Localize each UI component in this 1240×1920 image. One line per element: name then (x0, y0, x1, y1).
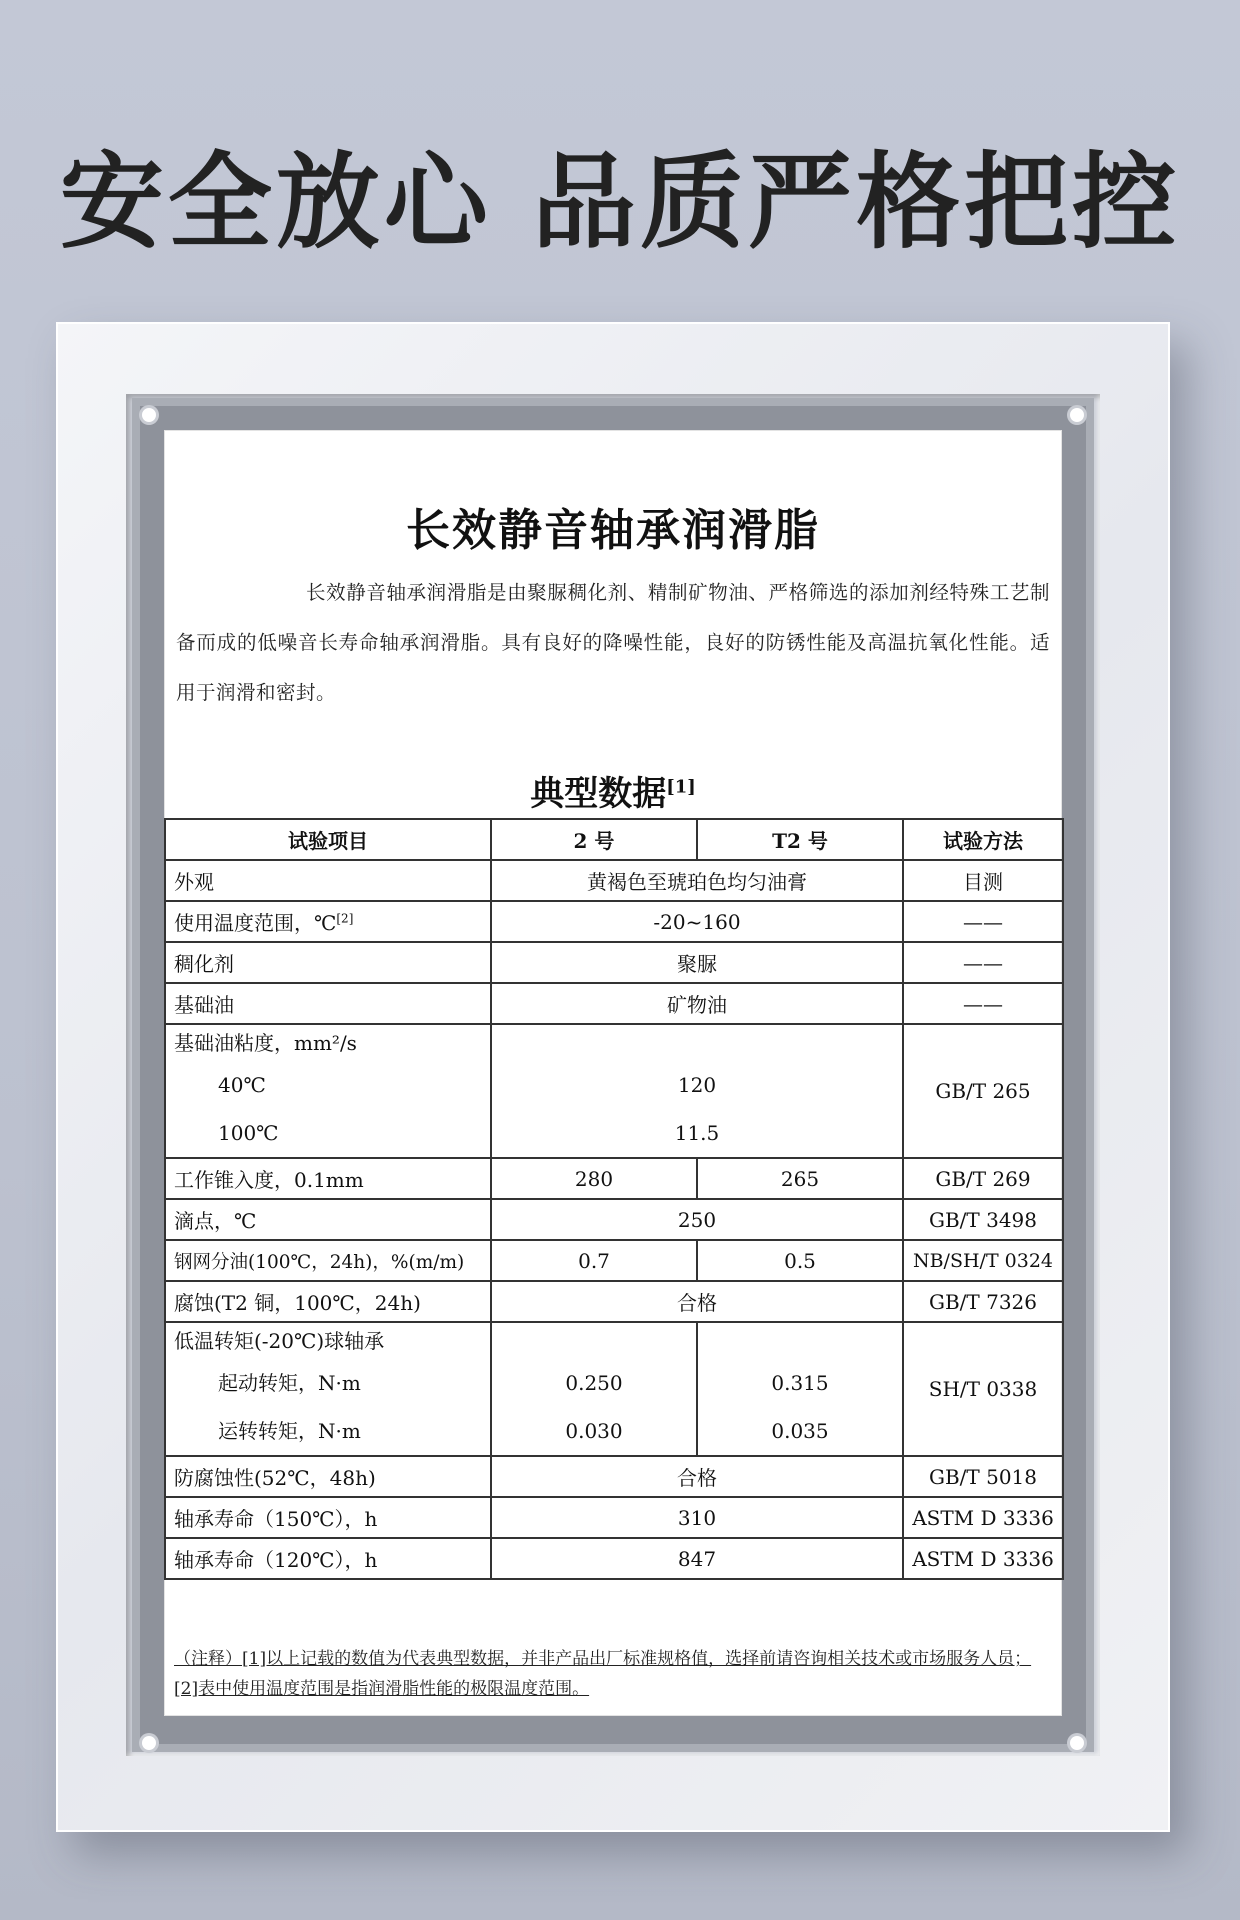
table-row (165, 1199, 1063, 1240)
document-title: 长效静音轴承润滑脂 (406, 505, 820, 556)
row-value (491, 1024, 903, 1158)
table-row (165, 1240, 1063, 1281)
corner-pin-icon (142, 1736, 156, 1750)
row-method: ASTM D 3336 (903, 1497, 1063, 1538)
row-item: 稠化剂 (165, 942, 491, 983)
table-row (165, 1322, 1063, 1456)
row-value: 黄褐色至琥珀色均匀油膏 (491, 860, 903, 901)
row-method: GB/T 269 (903, 1158, 1063, 1199)
row-method: GB/T 265 (903, 1024, 1063, 1158)
row-item: 防腐蚀性(52℃，48h) (165, 1456, 491, 1497)
row-value: 847 (491, 1538, 903, 1579)
row-method: SH/T 0338 (903, 1322, 1063, 1456)
row-value-t2: 0.5 (697, 1240, 903, 1281)
row-value-2 (491, 1322, 697, 1456)
row-method: —— (903, 942, 1063, 983)
row-subvalue: 0.315 (771, 1371, 829, 1395)
row-method: —— (903, 901, 1063, 942)
table-row (165, 1456, 1063, 1497)
table-row (165, 983, 1063, 1024)
footnote-1: （注释）[1]以上记载的数值为代表典型数据，并非产品出厂标准规格值，选择前请咨询相关技术或市场服务人员； (174, 1649, 1032, 1669)
row-subitem: 40℃ (218, 1073, 266, 1097)
picture-frame (56, 322, 1170, 1832)
corner-pin-icon (1070, 408, 1084, 422)
row-item: 滴点，℃ (165, 1199, 491, 1240)
row-value: 合格 (491, 1281, 903, 1322)
table-header-row (165, 819, 1063, 860)
table-row (165, 1497, 1063, 1538)
row-item: 工作锥入度，0.1mm (165, 1158, 491, 1199)
intro-paragraph: 长效静音轴承润滑脂是由聚脲稠化剂、精制矿物油、严格筛选的添加剂经特殊工艺制备而成的低噪音长寿命轴承润滑脂。具有良好的降噪性能，良好的防锈性能及高温抗氧化性能。适用于润滑和密封。 (176, 581, 1050, 704)
table-row (165, 1158, 1063, 1199)
row-value-t2 (697, 1322, 903, 1456)
table-row (165, 942, 1063, 983)
row-item-text: 低温转矩(-20℃)球轴承 (174, 1329, 385, 1353)
row-value-2: 0.7 (491, 1240, 697, 1281)
table-row (165, 1538, 1063, 1579)
document-sheet (164, 430, 1062, 1716)
corner-pin-icon (142, 408, 156, 422)
header-test-item: 试验项目 (165, 819, 491, 860)
corner-pin-icon (1070, 1736, 1084, 1750)
table-row (165, 860, 1063, 901)
row-method: GB/T 7326 (903, 1281, 1063, 1322)
table-row (165, 1024, 1063, 1158)
row-value-t2: 265 (697, 1158, 903, 1199)
row-subvalue: 0.030 (565, 1419, 623, 1443)
section-title-text: 典型数据 (530, 774, 667, 814)
row-subitem: 运转转矩，N·m (218, 1419, 361, 1443)
row-method: 目测 (903, 860, 1063, 901)
row-method: ASTM D 3336 (903, 1538, 1063, 1579)
row-method: GB/T 3498 (903, 1199, 1063, 1240)
table-row (165, 901, 1063, 942)
row-method: —— (903, 983, 1063, 1024)
row-value: 310 (491, 1497, 903, 1538)
row-subvalue: 120 (677, 1073, 717, 1097)
row-item: 轴承寿命（150℃），h (165, 1497, 491, 1538)
section-title (164, 766, 1062, 815)
row-value-2: 280 (491, 1158, 697, 1199)
row-subitem: 100℃ (218, 1121, 279, 1145)
row-subvalue: 11.5 (674, 1121, 720, 1145)
row-item (165, 1024, 491, 1158)
row-method: GB/T 5018 (903, 1456, 1063, 1497)
row-subvalue: 0.035 (771, 1419, 829, 1443)
section-title-note: [1] (666, 776, 696, 798)
row-value: 聚脲 (491, 942, 903, 983)
row-item: 轴承寿命（120℃），h (165, 1538, 491, 1579)
row-item: 外观 (165, 860, 491, 901)
row-item-text: 基础油粘度，mm²/s (174, 1031, 357, 1055)
header-grade-t2: T2 号 (697, 819, 903, 860)
row-value: -20~160 (491, 901, 903, 942)
table-row (165, 1281, 1063, 1322)
row-item: 腐蚀(T2 铜，100℃，24h) (165, 1281, 491, 1322)
row-item-text: 使用温度范围，℃ (174, 911, 337, 935)
row-value: 合格 (491, 1456, 903, 1497)
row-method: NB/SH/T 0324 (903, 1240, 1063, 1281)
row-item (165, 901, 491, 942)
header-method: 试验方法 (903, 819, 1063, 860)
footnote-2: [2]表中使用温度范围是指润滑脂性能的极限温度范围。 (174, 1679, 590, 1699)
row-item: 基础油 (165, 983, 491, 1024)
row-item-note: [2] (336, 911, 354, 926)
footnotes (174, 1644, 1052, 1704)
typical-data-table (164, 818, 1064, 1580)
row-value: 矿物油 (491, 983, 903, 1024)
row-item: 钢网分油(100℃，24h)，%(m/m) (165, 1240, 491, 1281)
row-subvalue: 0.250 (565, 1371, 623, 1395)
row-subitem: 起动转矩，N·m (218, 1371, 361, 1395)
headline: 安全放心 品质严格把控 (59, 141, 1181, 263)
row-value: 250 (491, 1199, 903, 1240)
row-item (165, 1322, 491, 1456)
header-grade-2: 2 号 (491, 819, 697, 860)
